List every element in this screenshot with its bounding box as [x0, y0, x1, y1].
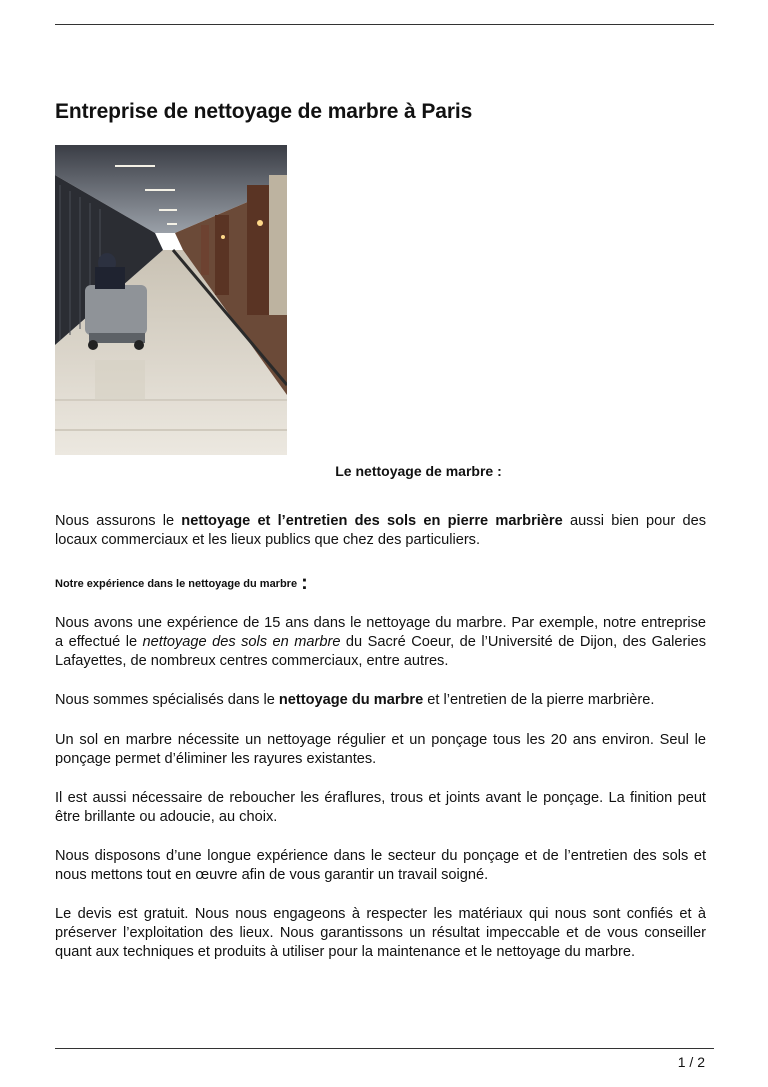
paragraph-quote: Le devis est gratuit. Nous nous engageons à respecter les matériaux qui nous sont confiés et à préserver l’exploitation des lieux. Nous garantissons un résultat impeccable et de vous conseiller quant aux techniques et produits à utiliser pour la maintenance et le nettoyage du marbre.: [55, 906, 706, 960]
p1-bold: nettoyage et l’entretien des sols en pierre marbrière: [181, 513, 563, 529]
paragraph-experience: [55, 614, 706, 671]
section-subheading: [55, 572, 308, 595]
footer-rule: [55, 1048, 714, 1049]
p2-text-c: du Sacré Coeur, de l’Université de Dijon, des Galeries Lafayettes, de nombreux centres commerciaux, entre autres.: [55, 634, 707, 669]
paragraph-sanding: Un sol en marbre nécessite un nettoyage régulier et un ponçage tous les 20 ans environ. Seul le ponçage permet d’éliminer les rayures existantes.: [55, 732, 706, 767]
p2-text-a: Nous avons une expérience de 15 ans dans le nettoyage du marbre. Par exemple, notre entreprise a effectué le: [55, 615, 706, 650]
p2-italic: nettoyage des sols en marbre: [142, 634, 341, 650]
p3-text-a: Nous sommes spécialisés dans le: [55, 692, 279, 708]
p3-bold: nettoyage du marbre: [278, 692, 424, 708]
paragraph-specialty: [55, 691, 706, 710]
marble-corridor-photo: [55, 145, 287, 455]
p1-text-a: Nous assurons le: [55, 513, 182, 529]
subheading-colon: :: [301, 572, 308, 594]
image-caption: [55, 463, 714, 479]
page-title: Entreprise de nettoyage de marbre à Paris: [55, 100, 473, 123]
caption-text: Le nettoyage de marbre :: [335, 463, 502, 479]
p3-text-c: et l’entretien de la pierre marbrière.: [423, 692, 655, 708]
paragraph-expertise: Nous disposons d’une longue expérience dans le secteur du ponçage et de l’entretien des sols et nous mettons tout en œuvre afin de vous garantir un travail soigné.: [55, 848, 706, 883]
p1-text-c: aussi bien pour des locaux commerciaux et les lieux publics que chez des particuliers.: [55, 513, 706, 548]
page-number: 1 / 2: [677, 1054, 705, 1070]
paragraph-intro: [55, 512, 706, 550]
header-rule: [55, 24, 714, 25]
paragraph-repair: Il est aussi nécessaire de reboucher les éraflures, trous et joints avant le ponçage. La finition peut être brillante ou adoucie, au choix.: [55, 790, 706, 825]
subheading-text: Notre expérience dans le nettoyage du marbre: [55, 578, 298, 590]
